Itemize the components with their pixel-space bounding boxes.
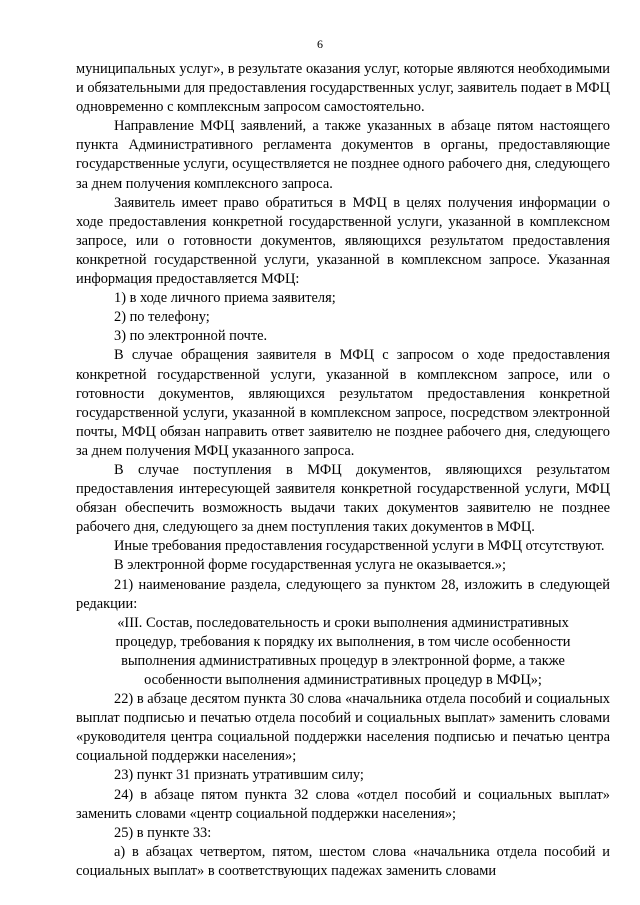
paragraph: В случае поступления в МФЦ документов, являющихся результатом предоставления интересующей заявителя конкретной государственной услуги, МФЦ обязан обеспечить возможность выдачи таких документов заявителю не позднее рабочего дня, следующего за днем поступления таких документов в МФЦ. bbox=[76, 461, 610, 536]
list-item: 3) по электронной почте. bbox=[114, 328, 268, 345]
paragraph: 24) в абзаце пятом пункта 32 слова «отдел пособий и социальных выплат» заменить словами «центр социальной поддержки населения»; bbox=[76, 786, 610, 822]
paragraph: 22) в абзаце десятом пункта 30 слова «начальника отдела пособий и социальных выплат подписью и печатью отдела пособий и социальных выплат» заменить словами «руководителя центра социальной поддержки населения подписью и печатью центра социальной поддержки населения»; bbox=[76, 691, 610, 765]
section-heading-line: «III. Состав, последовательность и сроки выполнения административных bbox=[117, 614, 569, 631]
section-heading-line: процедур, требования к порядку их выполнения, в том числе особенности bbox=[115, 633, 571, 650]
paragraph: а) в абзацах четвертом, пятом, шестом слова «начальника отдела пособий и социальных выплат» в соответствующих падежах заменить словами bbox=[76, 843, 610, 879]
paragraph-continuation: муниципальных услуг», в результате оказания услуг, которые являются необходимыми и обязательными для предоставления государственных услуг, заявитель подает в МФЦ одновременно с комплексным запросом самостоятельно. bbox=[76, 61, 610, 116]
section-heading bbox=[76, 614, 610, 690]
list-item: 1) в ходе личного приема заявителя; bbox=[114, 290, 336, 307]
paragraph: Заявитель имеет право обратиться в МФЦ в целях получения информации о ходе предоставления конкретной государственной услуги, указанной в комплексном запросе, или о готовности документов, являющихся результатом предоставления конкретной государственной услуги, указанной в комплексном запросе. Указанная информация предоставляется МФЦ: bbox=[76, 194, 610, 288]
list-item: 2) по телефону; bbox=[114, 309, 210, 326]
paragraph: 25) в пункте 33: bbox=[114, 824, 212, 841]
paragraph: 21) наименование раздела, следующего за пунктом 28, изложить в следующей редакции: bbox=[76, 576, 610, 612]
paragraph: Направление МФЦ заявлений, а также указанных в абзаце пятом настоящего пункта Административного регламента документов в органы, предоставляющие государственные услуги, осуществляется не позднее одного рабочего дня, следующего за днем получения комплексного запроса. bbox=[76, 118, 610, 192]
page-number: 6 bbox=[317, 37, 323, 51]
paragraph: 23) пункт 31 признать утратившим силу; bbox=[114, 767, 364, 784]
section-heading-line: выполнения административных процедур в электронной форме, а также bbox=[121, 652, 565, 669]
paragraph: В электронной форме государственная услуга не оказывается.»; bbox=[114, 557, 506, 574]
paragraph: Иные требования предоставления государственной услуги в МФЦ отсутствуют. bbox=[114, 538, 605, 555]
paragraph: В случае обращения заявителя в МФЦ с запросом о ходе предоставления конкретной государственной услуги, указанной в комплексном запросе, или о готовности документов, являющихся результатом предоставления конкретной государственной услуги, указанной в комплексном запросе, посредством электронной почты, МФЦ обязан направить ответ заявителю не позднее рабочего дня, следующего за днем получения МФЦ указанного запроса. bbox=[76, 347, 610, 459]
section-heading-line: особенности выполнения административных процедур в МФЦ»; bbox=[144, 672, 542, 688]
document-body bbox=[76, 60, 610, 881]
